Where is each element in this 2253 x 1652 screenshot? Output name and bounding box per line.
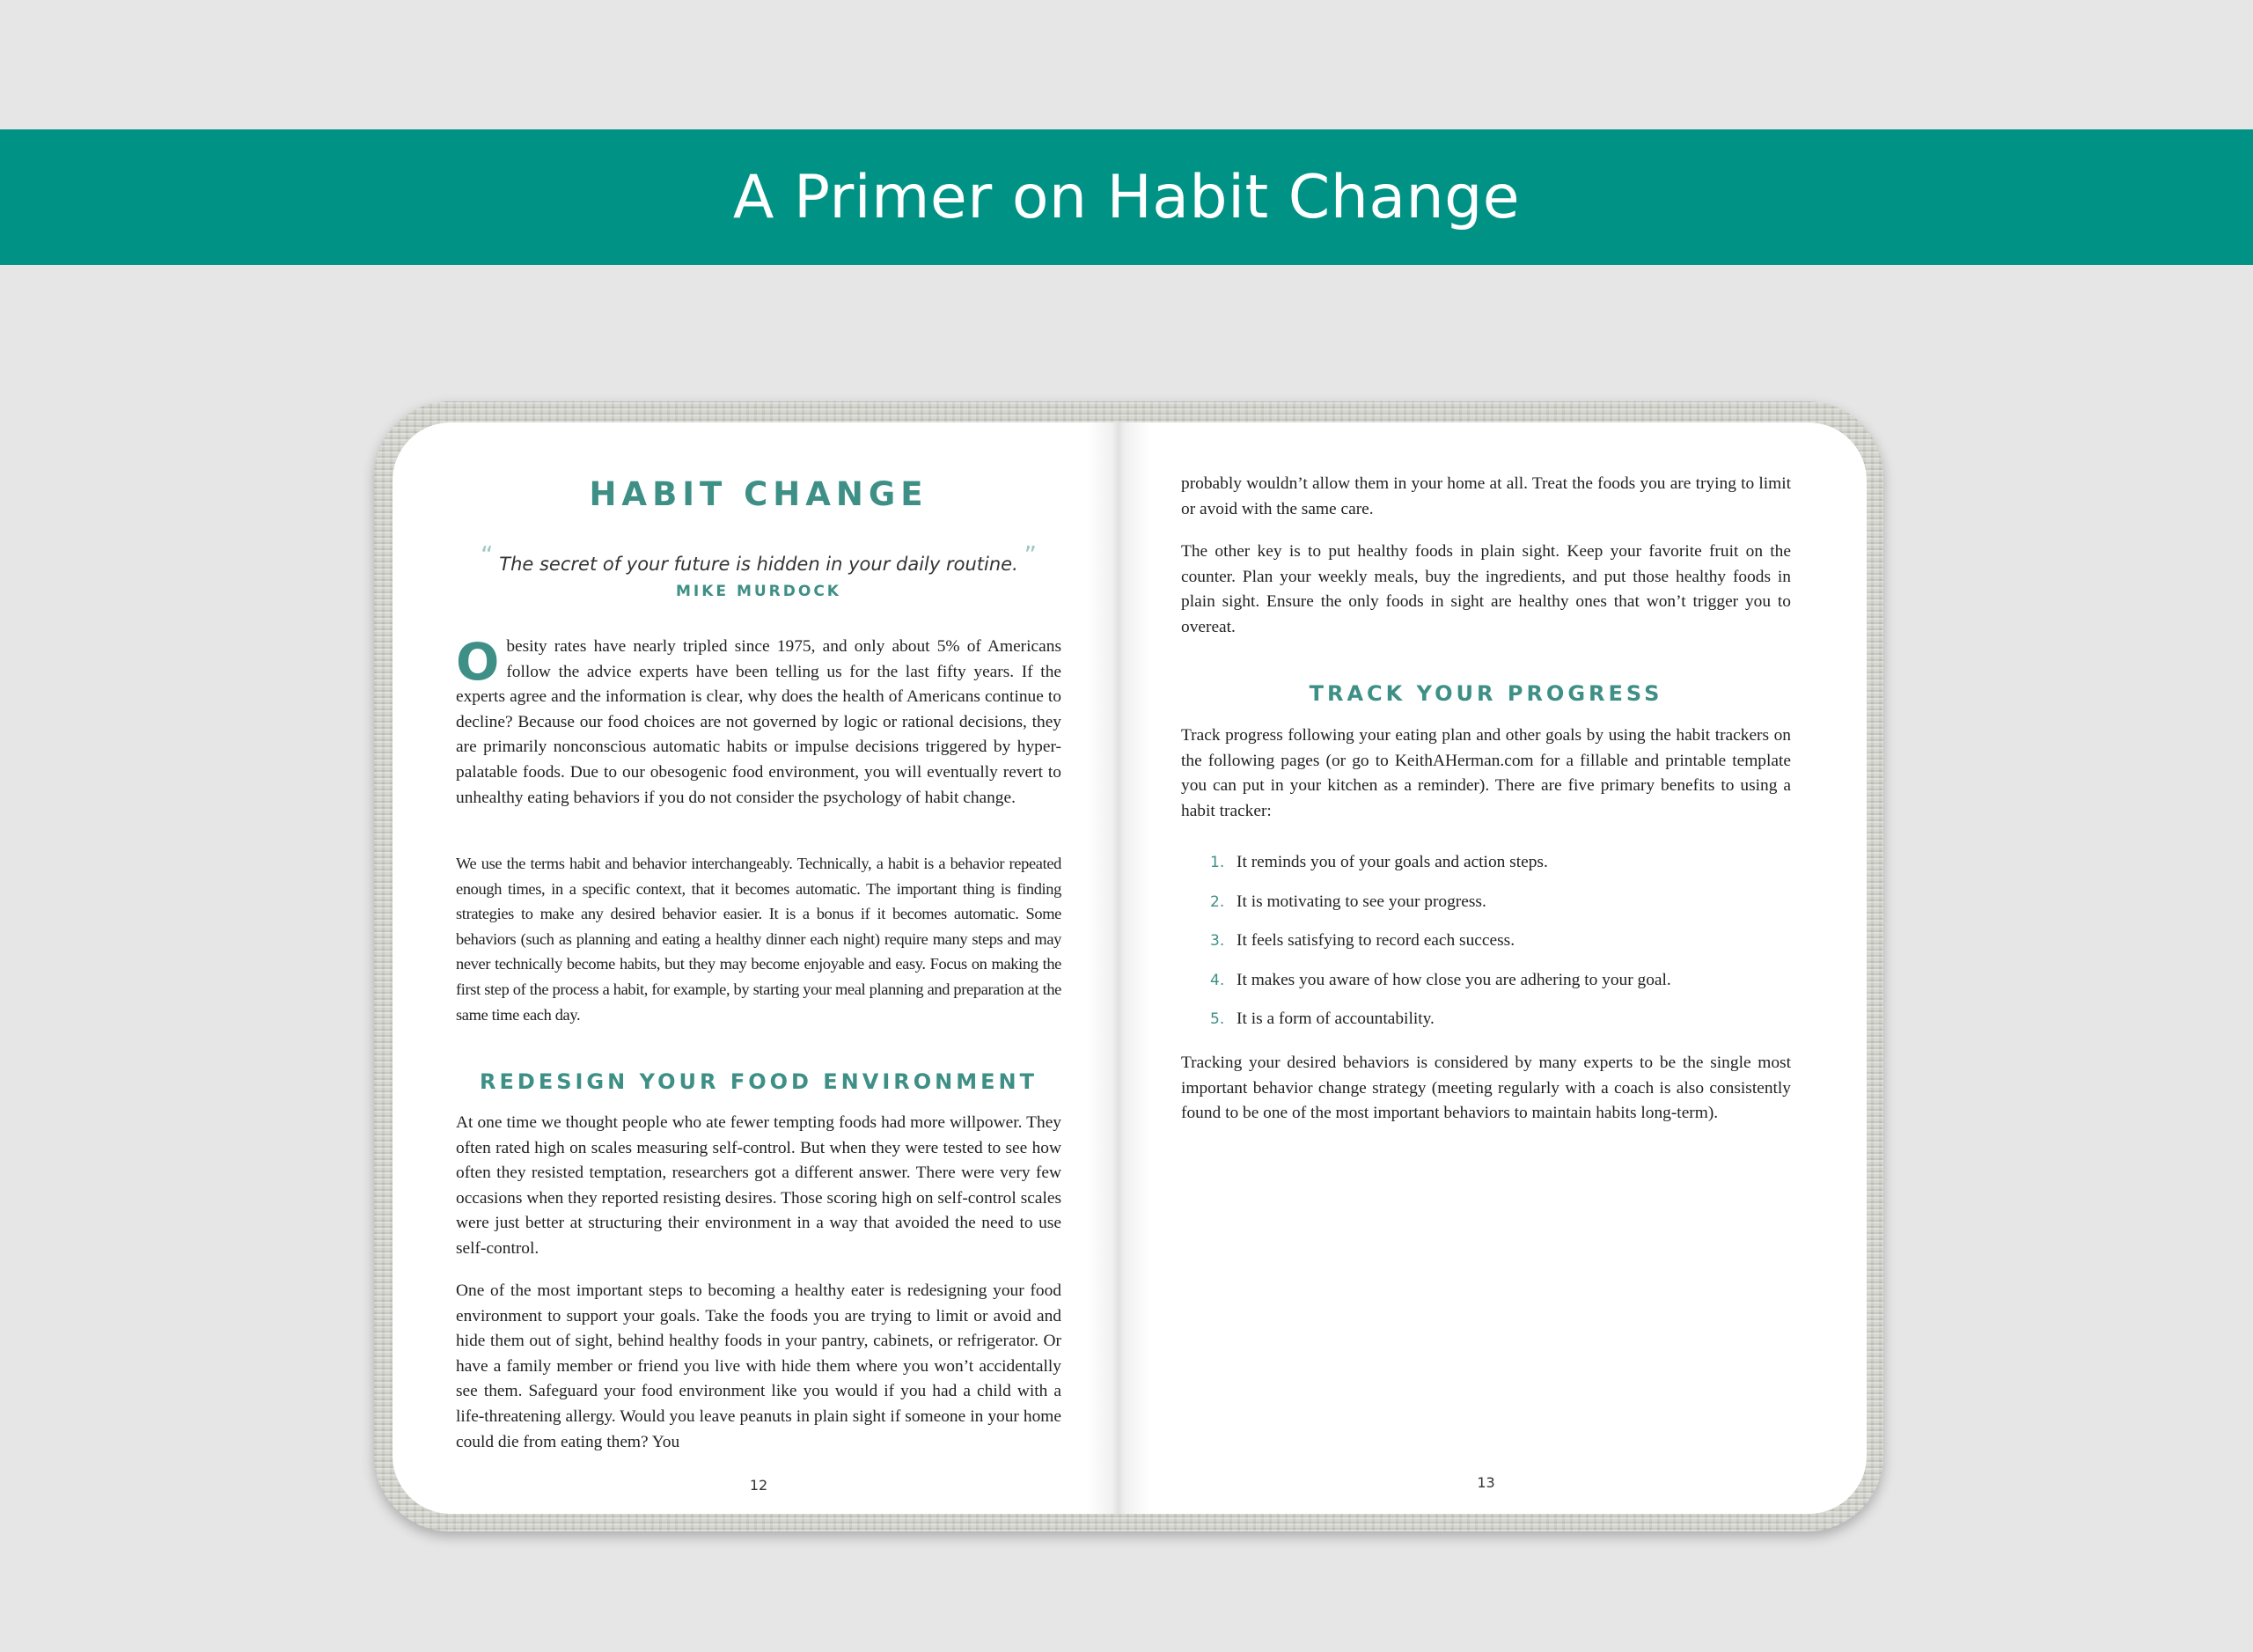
chapter-heading: HABIT CHANGE — [589, 475, 928, 513]
list-number: 4. — [1210, 971, 1225, 989]
list-text: It feels satisfying to record each success. — [1237, 931, 1515, 950]
healthy-foods-paragraph: The other key is to put healthy foods in plain sight. Keep your favorite fruit on the counter. Plan your weekly meals, buy the ingredients, and put those healthy foods in plain sight. Ensure the only foods in sight are healthy ones that won’t trigger you to overeat. — [1181, 542, 1791, 636]
quote-text: The secret of your future is hidden in your daily routine. — [499, 554, 1018, 575]
paragraph-block — [456, 1111, 1061, 1262]
page-number-right: 13 — [1477, 1474, 1495, 1491]
list-number: 1. — [1210, 854, 1225, 871]
list-text: It is a form of accountability. — [1237, 1010, 1435, 1028]
left-page — [456, 422, 1061, 1514]
section-heading-track-progress: TRACK YOUR PROGRESS — [1309, 681, 1663, 706]
list-text: It is motivating to see your progress. — [1237, 892, 1486, 911]
tracking-paragraph: Tracking your desired behaviors is considered by many experts to be the single most important behavior change strategy (meeting regularly with a coach is also consistently found to be one of the most important behaviors to maintain habits long-term). — [1181, 1054, 1791, 1123]
paragraph-block — [1181, 540, 1791, 640]
list-text: It reminds you of your goals and action steps. — [1237, 853, 1548, 871]
paragraph-block — [1181, 723, 1791, 824]
list-item — [1181, 890, 1791, 929]
list-text: It makes you aware of how close you are adhering to your goal. — [1237, 970, 1671, 989]
quote-author: MIKE MURDOCK — [676, 583, 841, 600]
section-heading-food-environment: REDESIGN YOUR FOOD ENVIRONMENT — [480, 1069, 1038, 1094]
epigraph-quote — [456, 540, 1061, 575]
paragraph-block — [456, 851, 1061, 1027]
intro-paragraph: besity rates have nearly tripled since 1975, and only about 5% of Americans follow the advice experts have been telling us for the last fifty years. If the experts agree and the information is clear, why does the health of Americans continue to decline? Because our food choices are not governed by logic or rational decisions, they are primarily nonconscious automatic habits or impulse decisions triggered by hyper-palatable foods. Due to our obesogenic food environment, you will eventually revert to unhealthy eating behaviors if you do not consider the psychology of habit change. — [456, 637, 1061, 807]
habit-definition-paragraph: We use the terms habit and behavior interchangeably. Technically, a habit is a behavior repeated enough times, in a specific context, that it becomes automatic. The important thing is finding strategies to make any desired behavior easier. It is a bonus if it becomes automatic. Some behaviors (such as planning and eating a healthy dinner each night) require many steps and may never technically become habits, but they may become enjoyable and easy. Focus on making the first step of the process a habit, for example, by starting your meal planning and preparation at the same time each day. — [456, 855, 1061, 1024]
book-gutter — [1088, 422, 1149, 1514]
book-spread — [393, 422, 1867, 1514]
list-number: 3. — [1210, 932, 1225, 950]
banner-title: A Primer on Habit Change — [732, 162, 1521, 232]
redesign-paragraph: One of the most important steps to becoming a healthy eater is redesigning your food environment to support your goals. Take the foods you are trying to limit or avoid and hide them out of sight, behind healthy foods in your pantry, cabinets, or refrigerator. Or have a family member or friend you live with hide them where you won’t accidentally see them. Safeguard your food environment like you would if you had a child with a life-threatening allergy. Would you leave peanuts in plain sight if someone in your home could die from eating them? You — [456, 1281, 1061, 1451]
list-number: 2. — [1210, 892, 1225, 911]
paragraph-block — [1181, 1051, 1791, 1127]
list-item — [1181, 968, 1791, 1008]
page-number-left: 12 — [749, 1477, 768, 1494]
benefits-list — [1181, 850, 1791, 1046]
paragraph-block — [1181, 472, 1791, 522]
list-item — [1181, 1007, 1791, 1046]
open-quote-mark: “ — [481, 540, 494, 569]
close-quote-mark: ” — [1024, 540, 1037, 569]
intro-paragraph-block — [456, 632, 1061, 811]
drop-cap: O — [456, 632, 500, 692]
willpower-paragraph: At one time we thought people who ate fewer tempting foods had more willpower. They often rated high on scales measuring self-control. But when they were tested to see how often they resisted temptation, researchers got a different answer. There were very few occasions when they reported resisting desires. Those scoring high on self-control scales were just better at structuring their environment in a way that avoided the need to use self-control. — [456, 1113, 1061, 1258]
right-page — [1181, 422, 1791, 1514]
continued-paragraph: probably wouldn’t allow them in your home at all. Treat the foods you are trying to limit or avoid with the same care. — [1181, 474, 1791, 518]
list-number: 5. — [1210, 1010, 1225, 1028]
tracker-intro-paragraph: Track progress following your eating plan and other goals by using the habit trackers on the following pages (or go to KeithAHerman.com for a fillable and printable template you can put in your kitchen as a reminder). There are five primary benefits to using a habit tracker: — [1181, 726, 1791, 820]
title-banner — [0, 129, 2253, 265]
list-item — [1181, 850, 1791, 890]
paragraph-block — [456, 1279, 1061, 1455]
list-item — [1181, 929, 1791, 968]
